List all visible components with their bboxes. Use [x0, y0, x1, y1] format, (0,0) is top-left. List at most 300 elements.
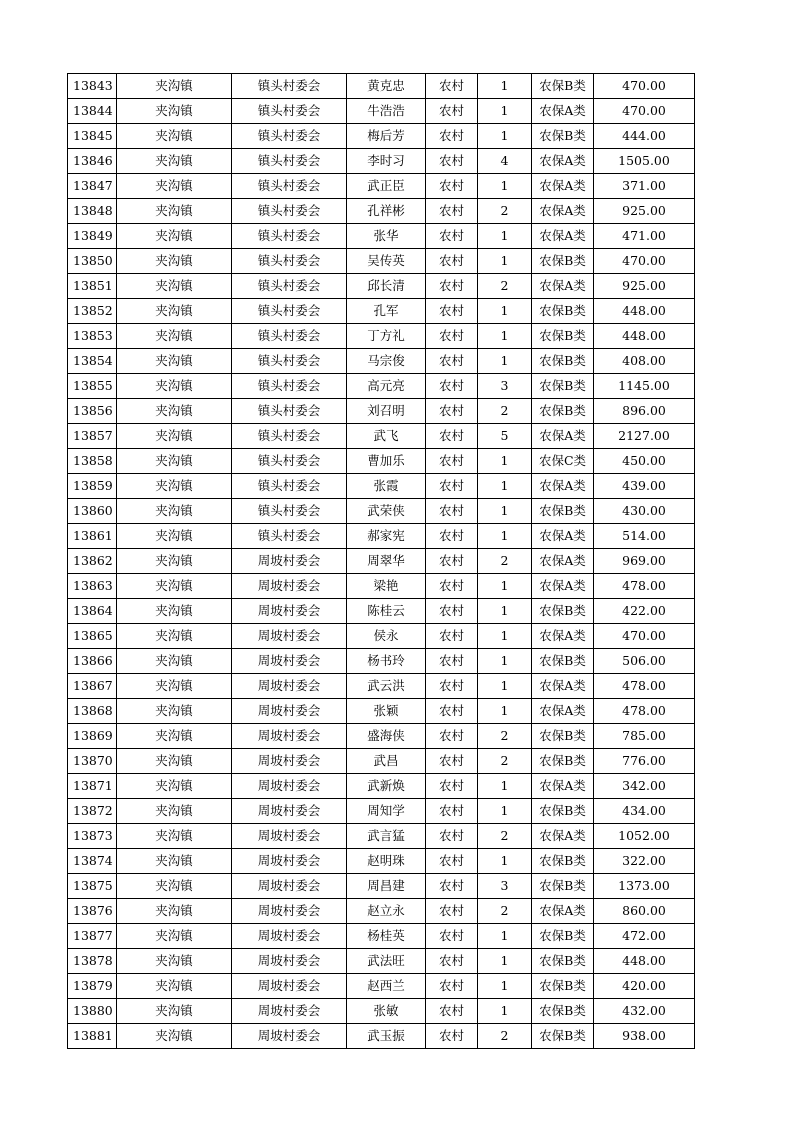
- table-row: [68, 174, 695, 199]
- record-id-cell: 13875: [68, 874, 117, 899]
- name-cell: 武荣侠: [347, 499, 426, 524]
- village-committee-cell: 周坡村委会: [232, 724, 347, 749]
- village-committee-cell: 周坡村委会: [232, 699, 347, 724]
- area-type-cell: 农村: [426, 574, 478, 599]
- table-row: [68, 724, 695, 749]
- area-type-cell: 农村: [426, 274, 478, 299]
- village-committee-cell: 周坡村委会: [232, 874, 347, 899]
- insurance-category-cell: 农保B类: [532, 74, 594, 99]
- name-cell: 周知学: [347, 799, 426, 824]
- area-type-cell: 农村: [426, 424, 478, 449]
- record-id-cell: 13856: [68, 399, 117, 424]
- household-count-cell: 1: [478, 299, 532, 324]
- record-id-cell: 13881: [68, 1024, 117, 1049]
- amount-cell: 434.00: [594, 799, 695, 824]
- household-count-cell: 2: [478, 899, 532, 924]
- table-row: [68, 949, 695, 974]
- town-cell: 夹沟镇: [117, 374, 232, 399]
- village-committee-cell: 镇头村委会: [232, 74, 347, 99]
- insurance-category-cell: 农保B类: [532, 974, 594, 999]
- name-cell: 孔军: [347, 299, 426, 324]
- amount-cell: 2127.00: [594, 424, 695, 449]
- household-count-cell: 2: [478, 199, 532, 224]
- name-cell: 武玉振: [347, 1024, 426, 1049]
- amount-cell: 925.00: [594, 274, 695, 299]
- amount-cell: 472.00: [594, 924, 695, 949]
- name-cell: 张颖: [347, 699, 426, 724]
- amount-cell: 422.00: [594, 599, 695, 624]
- name-cell: 盛海侠: [347, 724, 426, 749]
- town-cell: 夹沟镇: [117, 699, 232, 724]
- area-type-cell: 农村: [426, 524, 478, 549]
- name-cell: 郝家宪: [347, 524, 426, 549]
- area-type-cell: 农村: [426, 949, 478, 974]
- name-cell: 武飞: [347, 424, 426, 449]
- amount-cell: 342.00: [594, 774, 695, 799]
- amount-cell: 448.00: [594, 949, 695, 974]
- village-committee-cell: 周坡村委会: [232, 599, 347, 624]
- village-committee-cell: 周坡村委会: [232, 649, 347, 674]
- household-count-cell: 1: [478, 524, 532, 549]
- records-table: [67, 73, 695, 1049]
- amount-cell: 432.00: [594, 999, 695, 1024]
- record-id-cell: 13864: [68, 599, 117, 624]
- record-id-cell: 13857: [68, 424, 117, 449]
- area-type-cell: 农村: [426, 149, 478, 174]
- record-id-cell: 13847: [68, 174, 117, 199]
- record-id-cell: 13867: [68, 674, 117, 699]
- table-row: [68, 324, 695, 349]
- household-count-cell: 1: [478, 799, 532, 824]
- insurance-category-cell: 农保A类: [532, 574, 594, 599]
- amount-cell: 471.00: [594, 224, 695, 249]
- record-id-cell: 13852: [68, 299, 117, 324]
- town-cell: 夹沟镇: [117, 249, 232, 274]
- table-row: [68, 524, 695, 549]
- record-id-cell: 13863: [68, 574, 117, 599]
- record-id-cell: 13878: [68, 949, 117, 974]
- record-id-cell: 13858: [68, 449, 117, 474]
- area-type-cell: 农村: [426, 624, 478, 649]
- town-cell: 夹沟镇: [117, 274, 232, 299]
- area-type-cell: 农村: [426, 849, 478, 874]
- insurance-category-cell: 农保A类: [532, 524, 594, 549]
- record-id-cell: 13869: [68, 724, 117, 749]
- insurance-category-cell: 农保A类: [532, 624, 594, 649]
- area-type-cell: 农村: [426, 999, 478, 1024]
- household-count-cell: 2: [478, 749, 532, 774]
- insurance-category-cell: 农保B类: [532, 749, 594, 774]
- village-committee-cell: 镇头村委会: [232, 399, 347, 424]
- table-row: [68, 99, 695, 124]
- amount-cell: 938.00: [594, 1024, 695, 1049]
- town-cell: 夹沟镇: [117, 124, 232, 149]
- record-id-cell: 13850: [68, 249, 117, 274]
- insurance-category-cell: 农保A类: [532, 674, 594, 699]
- insurance-category-cell: 农保C类: [532, 449, 594, 474]
- area-type-cell: 农村: [426, 699, 478, 724]
- record-id-cell: 13861: [68, 524, 117, 549]
- table-row: [68, 699, 695, 724]
- record-id-cell: 13860: [68, 499, 117, 524]
- table-row: [68, 574, 695, 599]
- village-committee-cell: 周坡村委会: [232, 974, 347, 999]
- area-type-cell: 农村: [426, 799, 478, 824]
- amount-cell: 420.00: [594, 974, 695, 999]
- town-cell: 夹沟镇: [117, 949, 232, 974]
- table-row: [68, 974, 695, 999]
- name-cell: 丁方礼: [347, 324, 426, 349]
- village-committee-cell: 镇头村委会: [232, 349, 347, 374]
- insurance-category-cell: 农保B类: [532, 724, 594, 749]
- insurance-category-cell: 农保B类: [532, 349, 594, 374]
- table-row: [68, 799, 695, 824]
- name-cell: 武法旺: [347, 949, 426, 974]
- area-type-cell: 农村: [426, 449, 478, 474]
- area-type-cell: 农村: [426, 1024, 478, 1049]
- amount-cell: 860.00: [594, 899, 695, 924]
- name-cell: 侯永: [347, 624, 426, 649]
- insurance-category-cell: 农保B类: [532, 499, 594, 524]
- insurance-category-cell: 农保A类: [532, 199, 594, 224]
- town-cell: 夹沟镇: [117, 774, 232, 799]
- table-row: [68, 424, 695, 449]
- record-id-cell: 13866: [68, 649, 117, 674]
- insurance-category-cell: 农保B类: [532, 924, 594, 949]
- table-row: [68, 374, 695, 399]
- amount-cell: 408.00: [594, 349, 695, 374]
- village-committee-cell: 周坡村委会: [232, 774, 347, 799]
- name-cell: 赵西兰: [347, 974, 426, 999]
- table-row: [68, 499, 695, 524]
- amount-cell: 470.00: [594, 249, 695, 274]
- village-committee-cell: 周坡村委会: [232, 999, 347, 1024]
- table-row: [68, 1024, 695, 1049]
- name-cell: 张霞: [347, 474, 426, 499]
- name-cell: 刘召明: [347, 399, 426, 424]
- table-body: [68, 74, 695, 1049]
- area-type-cell: 农村: [426, 749, 478, 774]
- record-id-cell: 13848: [68, 199, 117, 224]
- village-committee-cell: 周坡村委会: [232, 1024, 347, 1049]
- amount-cell: 1052.00: [594, 824, 695, 849]
- record-id-cell: 13865: [68, 624, 117, 649]
- town-cell: 夹沟镇: [117, 224, 232, 249]
- village-committee-cell: 周坡村委会: [232, 624, 347, 649]
- village-committee-cell: 镇头村委会: [232, 524, 347, 549]
- name-cell: 武新焕: [347, 774, 426, 799]
- name-cell: 陈桂云: [347, 599, 426, 624]
- amount-cell: 785.00: [594, 724, 695, 749]
- insurance-category-cell: 农保B类: [532, 374, 594, 399]
- town-cell: 夹沟镇: [117, 399, 232, 424]
- village-committee-cell: 镇头村委会: [232, 99, 347, 124]
- insurance-category-cell: 农保B类: [532, 124, 594, 149]
- insurance-category-cell: 农保B类: [532, 799, 594, 824]
- name-cell: 黄克忠: [347, 74, 426, 99]
- amount-cell: 1505.00: [594, 149, 695, 174]
- insurance-category-cell: 农保A类: [532, 899, 594, 924]
- household-count-cell: 2: [478, 549, 532, 574]
- household-count-cell: 1: [478, 174, 532, 199]
- area-type-cell: 农村: [426, 474, 478, 499]
- village-committee-cell: 周坡村委会: [232, 674, 347, 699]
- record-id-cell: 13849: [68, 224, 117, 249]
- insurance-category-cell: 农保A类: [532, 274, 594, 299]
- insurance-category-cell: 农保B类: [532, 949, 594, 974]
- town-cell: 夹沟镇: [117, 924, 232, 949]
- table-row: [68, 399, 695, 424]
- household-count-cell: 1: [478, 474, 532, 499]
- insurance-category-cell: 农保B类: [532, 324, 594, 349]
- village-committee-cell: 周坡村委会: [232, 949, 347, 974]
- town-cell: 夹沟镇: [117, 524, 232, 549]
- town-cell: 夹沟镇: [117, 799, 232, 824]
- record-id-cell: 13846: [68, 149, 117, 174]
- area-type-cell: 农村: [426, 299, 478, 324]
- amount-cell: 448.00: [594, 324, 695, 349]
- household-count-cell: 3: [478, 374, 532, 399]
- household-count-cell: 1: [478, 99, 532, 124]
- area-type-cell: 农村: [426, 74, 478, 99]
- amount-cell: 969.00: [594, 549, 695, 574]
- town-cell: 夹沟镇: [117, 199, 232, 224]
- record-id-cell: 13862: [68, 549, 117, 574]
- household-count-cell: 1: [478, 349, 532, 374]
- insurance-category-cell: 农保A类: [532, 424, 594, 449]
- amount-cell: 1373.00: [594, 874, 695, 899]
- insurance-category-cell: 农保B类: [532, 1024, 594, 1049]
- amount-cell: 371.00: [594, 174, 695, 199]
- name-cell: 周翠华: [347, 549, 426, 574]
- table-row: [68, 899, 695, 924]
- area-type-cell: 农村: [426, 99, 478, 124]
- town-cell: 夹沟镇: [117, 824, 232, 849]
- record-id-cell: 13859: [68, 474, 117, 499]
- amount-cell: 776.00: [594, 749, 695, 774]
- household-count-cell: 2: [478, 399, 532, 424]
- insurance-category-cell: 农保A类: [532, 99, 594, 124]
- table-row: [68, 674, 695, 699]
- town-cell: 夹沟镇: [117, 749, 232, 774]
- amount-cell: 322.00: [594, 849, 695, 874]
- record-id-cell: 13877: [68, 924, 117, 949]
- table-row: [68, 624, 695, 649]
- village-committee-cell: 镇头村委会: [232, 249, 347, 274]
- name-cell: 张敏: [347, 999, 426, 1024]
- name-cell: 牛浩浩: [347, 99, 426, 124]
- name-cell: 吴传英: [347, 249, 426, 274]
- village-committee-cell: 镇头村委会: [232, 224, 347, 249]
- name-cell: 杨书玲: [347, 649, 426, 674]
- household-count-cell: 1: [478, 499, 532, 524]
- table-row: [68, 299, 695, 324]
- insurance-category-cell: 农保A类: [532, 149, 594, 174]
- town-cell: 夹沟镇: [117, 549, 232, 574]
- area-type-cell: 农村: [426, 674, 478, 699]
- insurance-category-cell: 农保A类: [532, 474, 594, 499]
- insurance-category-cell: 农保B类: [532, 249, 594, 274]
- area-type-cell: 农村: [426, 124, 478, 149]
- area-type-cell: 农村: [426, 224, 478, 249]
- insurance-category-cell: 农保A类: [532, 549, 594, 574]
- village-committee-cell: 周坡村委会: [232, 549, 347, 574]
- name-cell: 武言猛: [347, 824, 426, 849]
- insurance-category-cell: 农保B类: [532, 299, 594, 324]
- household-count-cell: 1: [478, 74, 532, 99]
- amount-cell: 470.00: [594, 99, 695, 124]
- household-count-cell: 1: [478, 649, 532, 674]
- name-cell: 张华: [347, 224, 426, 249]
- amount-cell: 478.00: [594, 699, 695, 724]
- village-committee-cell: 镇头村委会: [232, 149, 347, 174]
- village-committee-cell: 镇头村委会: [232, 449, 347, 474]
- insurance-category-cell: 农保A类: [532, 774, 594, 799]
- household-count-cell: 1: [478, 624, 532, 649]
- table-row: [68, 474, 695, 499]
- name-cell: 李时习: [347, 149, 426, 174]
- town-cell: 夹沟镇: [117, 649, 232, 674]
- area-type-cell: 农村: [426, 924, 478, 949]
- town-cell: 夹沟镇: [117, 299, 232, 324]
- town-cell: 夹沟镇: [117, 724, 232, 749]
- town-cell: 夹沟镇: [117, 349, 232, 374]
- village-committee-cell: 周坡村委会: [232, 824, 347, 849]
- table-row: [68, 599, 695, 624]
- insurance-category-cell: 农保B类: [532, 874, 594, 899]
- amount-cell: 444.00: [594, 124, 695, 149]
- name-cell: 周昌建: [347, 874, 426, 899]
- area-type-cell: 农村: [426, 649, 478, 674]
- household-count-cell: 1: [478, 974, 532, 999]
- area-type-cell: 农村: [426, 374, 478, 399]
- household-count-cell: 1: [478, 699, 532, 724]
- town-cell: 夹沟镇: [117, 1024, 232, 1049]
- amount-cell: 478.00: [594, 574, 695, 599]
- village-committee-cell: 镇头村委会: [232, 299, 347, 324]
- table-row: [68, 774, 695, 799]
- insurance-category-cell: 农保B类: [532, 399, 594, 424]
- village-committee-cell: 周坡村委会: [232, 749, 347, 774]
- area-type-cell: 农村: [426, 499, 478, 524]
- household-count-cell: 1: [478, 574, 532, 599]
- household-count-cell: 2: [478, 824, 532, 849]
- name-cell: 马宗俊: [347, 349, 426, 374]
- record-id-cell: 13872: [68, 799, 117, 824]
- household-count-cell: 1: [478, 999, 532, 1024]
- amount-cell: 1145.00: [594, 374, 695, 399]
- household-count-cell: 2: [478, 724, 532, 749]
- town-cell: 夹沟镇: [117, 174, 232, 199]
- amount-cell: 470.00: [594, 74, 695, 99]
- table-row: [68, 274, 695, 299]
- village-committee-cell: 镇头村委会: [232, 374, 347, 399]
- amount-cell: 450.00: [594, 449, 695, 474]
- town-cell: 夹沟镇: [117, 599, 232, 624]
- area-type-cell: 农村: [426, 974, 478, 999]
- household-count-cell: 1: [478, 599, 532, 624]
- town-cell: 夹沟镇: [117, 674, 232, 699]
- area-type-cell: 农村: [426, 199, 478, 224]
- name-cell: 孔祥彬: [347, 199, 426, 224]
- table-row: [68, 749, 695, 774]
- area-type-cell: 农村: [426, 774, 478, 799]
- name-cell: 武云洪: [347, 674, 426, 699]
- town-cell: 夹沟镇: [117, 974, 232, 999]
- village-committee-cell: 镇头村委会: [232, 474, 347, 499]
- area-type-cell: 农村: [426, 599, 478, 624]
- name-cell: 曹加乐: [347, 449, 426, 474]
- record-id-cell: 13844: [68, 99, 117, 124]
- area-type-cell: 农村: [426, 549, 478, 574]
- town-cell: 夹沟镇: [117, 99, 232, 124]
- household-count-cell: 1: [478, 674, 532, 699]
- table-row: [68, 824, 695, 849]
- household-count-cell: 1: [478, 924, 532, 949]
- insurance-category-cell: 农保A类: [532, 224, 594, 249]
- table-row: [68, 349, 695, 374]
- record-id-cell: 13871: [68, 774, 117, 799]
- village-committee-cell: 镇头村委会: [232, 324, 347, 349]
- household-count-cell: 1: [478, 249, 532, 274]
- village-committee-cell: 周坡村委会: [232, 574, 347, 599]
- record-id-cell: 13845: [68, 124, 117, 149]
- village-committee-cell: 周坡村委会: [232, 849, 347, 874]
- record-id-cell: 13855: [68, 374, 117, 399]
- town-cell: 夹沟镇: [117, 474, 232, 499]
- town-cell: 夹沟镇: [117, 424, 232, 449]
- household-count-cell: 1: [478, 949, 532, 974]
- amount-cell: 430.00: [594, 499, 695, 524]
- town-cell: 夹沟镇: [117, 499, 232, 524]
- record-id-cell: 13853: [68, 324, 117, 349]
- area-type-cell: 农村: [426, 399, 478, 424]
- table-row: [68, 224, 695, 249]
- village-committee-cell: 镇头村委会: [232, 499, 347, 524]
- area-type-cell: 农村: [426, 874, 478, 899]
- household-count-cell: 1: [478, 774, 532, 799]
- table-row: [68, 549, 695, 574]
- household-count-cell: 4: [478, 149, 532, 174]
- insurance-category-cell: 农保A类: [532, 824, 594, 849]
- table-row: [68, 149, 695, 174]
- record-id-cell: 13876: [68, 899, 117, 924]
- amount-cell: 448.00: [594, 299, 695, 324]
- table-row: [68, 449, 695, 474]
- household-count-cell: 2: [478, 1024, 532, 1049]
- amount-cell: 896.00: [594, 399, 695, 424]
- household-count-cell: 3: [478, 874, 532, 899]
- table-row: [68, 249, 695, 274]
- name-cell: 赵明珠: [347, 849, 426, 874]
- village-committee-cell: 周坡村委会: [232, 924, 347, 949]
- town-cell: 夹沟镇: [117, 449, 232, 474]
- town-cell: 夹沟镇: [117, 849, 232, 874]
- record-id-cell: 13870: [68, 749, 117, 774]
- insurance-category-cell: 农保A类: [532, 699, 594, 724]
- insurance-category-cell: 农保B类: [532, 999, 594, 1024]
- name-cell: 武昌: [347, 749, 426, 774]
- table-row: [68, 924, 695, 949]
- name-cell: 武正臣: [347, 174, 426, 199]
- name-cell: 高元亮: [347, 374, 426, 399]
- record-id-cell: 13851: [68, 274, 117, 299]
- town-cell: 夹沟镇: [117, 624, 232, 649]
- area-type-cell: 农村: [426, 724, 478, 749]
- town-cell: 夹沟镇: [117, 149, 232, 174]
- area-type-cell: 农村: [426, 824, 478, 849]
- insurance-category-cell: 农保A类: [532, 174, 594, 199]
